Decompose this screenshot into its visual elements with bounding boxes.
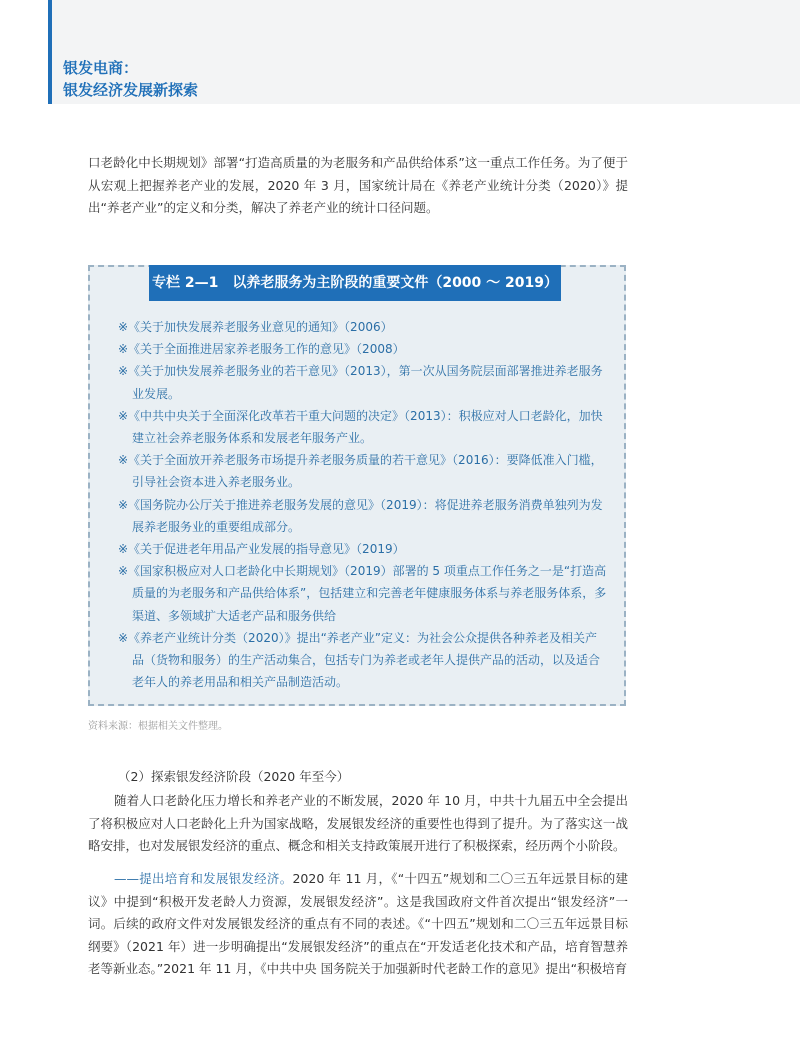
header-accent-bar [48,0,52,104]
paragraph-3-body: 2020 年 11 月，《“十四五”规划和二〇三五年远景目标的建议》中提到“积极开发老龄人力资源，发展银发经济”。这是我国政府文件首次提出“银发经济”一词。后续的政府文件对发展银发经济的重点有不同的表述。《“十四五”规划和二〇三五年远景目标纲要》（2021 年）进一步明确提出“发展银发经济”的重点在“开发适老化技术和产品，培育智慧养老等新业态。”2021 年 11 月，《中共中央 国务院关于加强新时代老龄工作的意见》提出“积极培育 [88,871,628,976]
running-header-line2: 银发经济发展新探索 [63,81,199,99]
list-item: ※《关于全面放开养老服务市场提升养老服务质量的若干意见》（2016）：要降低准入门槛，引导社会资本进入养老服务业。 [118,453,603,490]
list-item: ※《养老产业统计分类（2020）》提出“养老产业”定义：为社会公众提供各种养老及相关产品（货物和服务）的生产活动集合，包括专门为养老或老年人提供产品的活动，以及适合老年人的养老用品和相关产品制造活动。 [118,630,601,690]
running-header-line1: 银发电商： [63,59,139,77]
intro-paragraph: 口老龄化中长期规划》部署“打造高质量的为老服务和产品供给体系”这一重点工作任务。为了便于从宏观上把握养老产业的发展，2020 年 3 月，国家统计局在《养老产业统计分类（2020）》提出“养老产业”的定义和分类，解决了养老产业的统计口径问题。 [88,155,628,215]
source-note: 资料来源：根据相关文件整理。 [88,721,228,732]
list-item: ※《关于全面推进居家养老服务工作的意见》（2008） [118,342,405,357]
paragraph-3 [88,868,628,981]
box-title: 专栏 2—1 以养老服务为主阶段的重要文件（2000 ～ 2019） [149,265,561,301]
list-item: ※《国家积极应对人口老龄化中长期规划》（2019）部署的 5 项重点工作任务之一是“打造高质量的为老服务和产品供给体系”，包括建立和完善老年健康服务体系与养老服务体系，多渠道、多领域扩大适老产品和服务供给 [118,564,607,623]
paragraph-3-lead: ——提出培育和发展银发经济。 [114,871,293,886]
list-item: ※《关于促进老年用品产业发展的指导意见》（2019） [118,542,405,557]
section-subheading: （2）探索银发经济阶段（2020 年至今） [118,769,350,784]
list-item: ※《关于加快发展养老服务业意见的通知》（2006） [118,320,393,334]
paragraph-2: 随着人口老龄化压力增长和养老产业的不断发展，2020 年 10 月，中共十九届五中全会提出了将积极应对人口老龄化上升为国家战略，发展银发经济的重要性也得到了提升。为了落实这一战略安排，也对发展银发经济的重点、概念和相关支持政策展开进行了积极探索，经历两个小阶段。 [88,793,628,853]
box-item-list [118,316,608,693]
list-item: ※《中共中央关于全面深化改革若干重大问题的决定》（2013）：积极应对人口老龄化，加快建立社会养老服务体系和发展老年服务产业。 [118,408,603,446]
list-item: ※《国务院办公厅关于推进养老服务发展的意见》（2019）：将促进养老服务消费单独列为发展养老服务业的重要组成部分。 [118,497,603,534]
list-item: ※《关于加快发展养老服务业的若干意见》（2013），第一次从国务院层面部署推进养老服务业发展。 [118,364,603,401]
